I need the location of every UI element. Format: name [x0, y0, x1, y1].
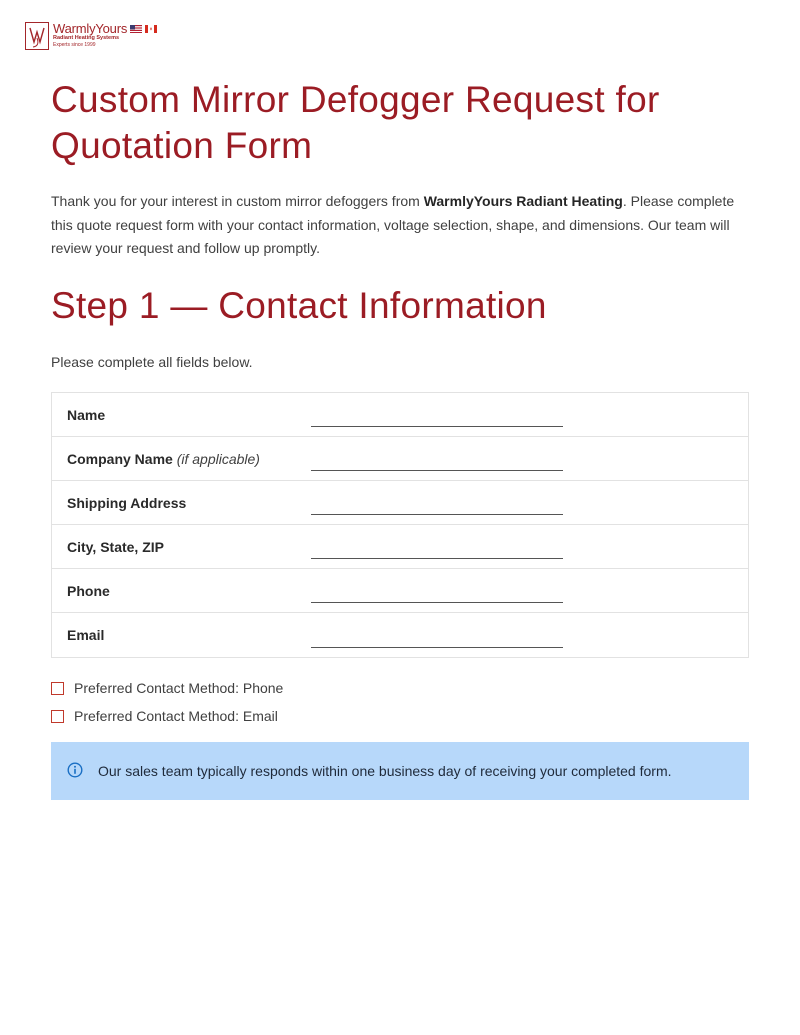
- email-input-line[interactable]: [311, 633, 563, 648]
- intro-brand: WarmlyYours Radiant Heating: [423, 193, 623, 209]
- field-row-shipping-address: [52, 481, 748, 525]
- step-1-subtitle: Please complete all fields below.: [51, 354, 253, 370]
- logo: [25, 22, 157, 54]
- field-label: Shipping Address: [67, 494, 187, 511]
- email-checkbox[interactable]: [51, 710, 64, 723]
- name-input-line[interactable]: [311, 412, 563, 427]
- checkbox-row-email[interactable]: [51, 702, 283, 730]
- phone-input-line[interactable]: [311, 588, 563, 603]
- us-flag-icon: [130, 25, 142, 33]
- info-icon: [67, 762, 83, 778]
- field-row-company: [52, 437, 748, 481]
- canada-flag-icon: [145, 25, 157, 33]
- intro-after: . Please complete this quote request form with your contact information, voltage selection, shape, and dimensions. Our team will review your request and follow up promptly.: [51, 193, 735, 256]
- field-row-name: [52, 393, 748, 437]
- checkbox-label: Preferred Contact Method: Email: [74, 708, 278, 724]
- field-label: City, State, ZIP: [67, 538, 164, 555]
- notice-text: Our sales team typically responds within one business day of receiving your completed form.: [98, 763, 672, 779]
- field-row-city-state-zip: [52, 525, 748, 569]
- intro-paragraph: [51, 190, 751, 261]
- contact-fields-table: [51, 392, 749, 658]
- field-label: Name: [67, 406, 106, 423]
- logo-tagline: Radiant Heating Systems: [53, 35, 120, 41]
- field-row-phone: [52, 569, 748, 613]
- company-input-line[interactable]: [311, 456, 563, 471]
- logo-name: WarmlyYours: [53, 21, 128, 36]
- page-title: Custom Mirror Defogger Request for Quotation Form: [51, 79, 660, 166]
- logo-mark-icon: [25, 22, 49, 50]
- checkbox-row-phone[interactable]: [51, 674, 283, 702]
- logo-since: Experts since 1999: [53, 41, 96, 48]
- phone-checkbox[interactable]: [51, 682, 64, 695]
- field-label: Company Name: [67, 450, 173, 467]
- step-1-heading: Step 1 — Contact Information: [51, 285, 547, 326]
- shipping-address-input-line[interactable]: [311, 500, 563, 515]
- checkbox-label: Preferred Contact Method: Phone: [74, 680, 284, 696]
- contact-method-checkboxes: [51, 674, 283, 730]
- info-notice: [51, 742, 749, 800]
- field-label: Email: [67, 627, 105, 643]
- field-label: Phone: [67, 582, 110, 599]
- field-note: (if applicable): [176, 450, 260, 467]
- city-state-zip-input-line[interactable]: [311, 544, 563, 559]
- intro-before: Thank you for your interest in custom mirror defoggers from: [51, 193, 424, 209]
- field-row-email: [52, 613, 748, 657]
